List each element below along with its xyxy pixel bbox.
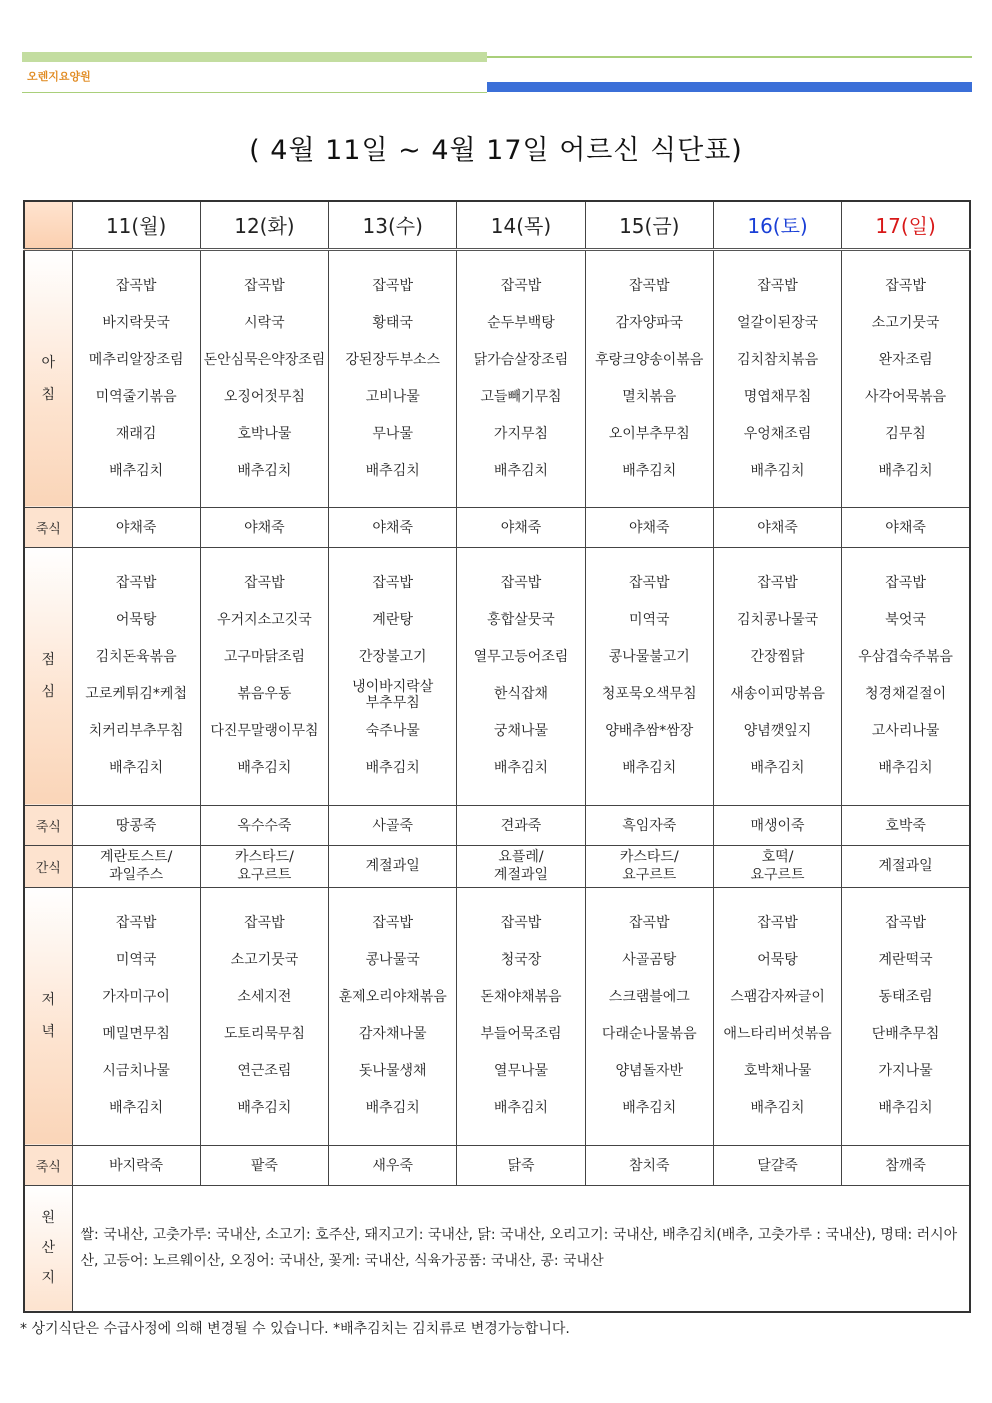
page-title: ( 4월 11일 ~ 4월 17일 어르신 식단표) <box>249 135 743 166</box>
menu-item: 다진무말랭이무침 <box>210 723 319 739</box>
snack-line: 카스타드/ <box>235 849 294 865</box>
porridge-cell: 바지락죽 <box>72 1145 200 1185</box>
lunch-row <box>24 547 970 805</box>
menu-item: 김무침 <box>885 425 926 442</box>
breakfast-cell <box>713 249 841 507</box>
header-green-line <box>487 56 972 58</box>
dinner-cell <box>200 887 328 1145</box>
menu-item: 사골곰탕 <box>622 952 677 968</box>
menu-item: 고사리나물 <box>871 723 940 739</box>
menu-item: 사각어묵볶음 <box>865 388 947 405</box>
lunch-label: 점 심 <box>24 547 72 805</box>
menu-item: 배추김치 <box>622 1100 677 1116</box>
porridge-cell: 야채죽 <box>72 507 200 547</box>
snack-line: 카스타드/ <box>619 849 679 865</box>
porridge-cell: 새우죽 <box>329 1145 457 1185</box>
menu-item: 배추김치 <box>237 462 292 479</box>
menu-item: 궁채나물 <box>493 723 549 739</box>
menu-item: 고들빼기무침 <box>480 388 562 405</box>
menu-item: 잡곡밥 <box>500 575 542 591</box>
porridge-cell: 호박죽 <box>842 805 970 845</box>
snack-line: 계절과일 <box>365 858 420 874</box>
dinner-cell <box>457 887 585 1145</box>
menu-item: 배추김치 <box>109 760 164 776</box>
snack-line: 요플레/ <box>498 849 544 865</box>
snack-cell <box>585 845 713 887</box>
menu-item: 호박나물 <box>237 425 292 442</box>
menu-item: 우삼겹숙주볶음 <box>858 649 953 665</box>
day-sat: 16(토) <box>713 201 841 249</box>
menu-item: 치커리부추무침 <box>88 723 184 739</box>
menu-item: 배추김치 <box>237 1100 292 1116</box>
menu-item: 간장불고기 <box>358 649 427 665</box>
porridge-label: 죽식 <box>24 1145 72 1185</box>
menu-item: 얼갈이된장국 <box>736 314 819 331</box>
porridge-cell: 사골죽 <box>329 805 457 845</box>
menu-item-line: 부추무침 <box>365 694 420 711</box>
dinner-cell <box>72 887 200 1145</box>
menu-item: 배추김치 <box>878 1100 933 1116</box>
menu-item: 양념깻잎지 <box>743 723 812 739</box>
menu-item: 열무고등어조림 <box>473 649 569 665</box>
menu-item: 우거지소고깃국 <box>217 612 312 628</box>
menu-item: 가지나물 <box>878 1063 933 1079</box>
menu-item: 호박채나물 <box>743 1063 812 1079</box>
porridge-cell: 닭죽 <box>457 1145 585 1185</box>
menu-item: 고구마닭조림 <box>223 649 305 665</box>
menu-item: 잡곡밥 <box>244 915 285 931</box>
menu-item: 잡곡밥 <box>372 575 413 591</box>
menu-item: 배추김치 <box>109 1100 164 1116</box>
menu-item: 후랑크양송이볶음 <box>595 351 704 368</box>
menu-item: 단배추무침 <box>871 1026 940 1042</box>
menu-item: 어묵탕 <box>115 612 157 628</box>
header-blue-bar <box>487 82 972 92</box>
menu-item: 부들어묵조림 <box>480 1026 562 1042</box>
porridge-cell: 야채죽 <box>713 507 841 547</box>
menu-item: 도토리묵무침 <box>223 1026 305 1042</box>
menu-item-line: 냉이바지락살 <box>352 678 434 695</box>
menu-item: 잡곡밥 <box>244 575 285 591</box>
menu-item: 양념돌자반 <box>615 1063 684 1079</box>
breakfast-porridge-row <box>24 507 970 547</box>
menu-item: 새송이피망볶음 <box>730 686 825 702</box>
menu-item: 홍합살뭇국 <box>487 612 555 628</box>
menu-item: 고비나물 <box>365 388 420 405</box>
menu-item: 잡곡밥 <box>115 575 157 591</box>
menu-item: 배추김치 <box>365 760 420 776</box>
dinner-porridge-row <box>24 1145 970 1185</box>
menu-item: 잡곡밥 <box>115 277 157 294</box>
menu-item: 가지무침 <box>493 425 549 442</box>
snack-line: 계절과일 <box>878 858 933 874</box>
snack-line: 호떡/ <box>761 849 794 865</box>
snack-line: 계란토스트/ <box>99 849 173 865</box>
porridge-cell: 매생이죽 <box>713 805 841 845</box>
menu-item: 배추김치 <box>878 760 933 776</box>
menu-item: 완자조림 <box>878 351 933 368</box>
menu-item: 콩나물불고기 <box>608 649 690 665</box>
menu-item: 한식잡채 <box>493 686 549 702</box>
day-thu: 14(목) <box>457 201 585 249</box>
menu-item: 김치참치볶음 <box>736 351 819 368</box>
menu-item: 청포묵오색무침 <box>601 686 697 702</box>
day-mon: 11(월) <box>72 201 200 249</box>
porridge-cell: 견과죽 <box>457 805 585 845</box>
porridge-cell: 옥수수죽 <box>200 805 328 845</box>
menu-item: 잡곡밥 <box>885 915 926 931</box>
menu-item: 잡곡밥 <box>628 575 670 591</box>
menu-item: 훈제오리야채볶음 <box>338 989 447 1005</box>
snack-cell <box>713 845 841 887</box>
menu-item: 다래순나물볶음 <box>601 1026 697 1042</box>
brand-logo-text: 오렌지요양원 <box>27 70 91 83</box>
menu-item: 잡곡밥 <box>372 915 413 931</box>
menu-item: 배추김치 <box>622 462 677 479</box>
lunch-cell <box>200 547 328 805</box>
menu-item: 고로케튀김*케첩 <box>85 686 187 702</box>
breakfast-cell <box>457 249 585 507</box>
porridge-label: 죽식 <box>24 805 72 845</box>
day-wed: 13(수) <box>329 201 457 249</box>
snack-cell <box>329 845 457 887</box>
lunch-cell <box>329 547 457 805</box>
menu-item: 닭가슴살장조림 <box>473 351 569 368</box>
lunch-cell <box>72 547 200 805</box>
menu-item: 잡곡밥 <box>628 277 670 294</box>
menu-item: 배추김치 <box>109 462 164 479</box>
menu-item: 청경채겉절이 <box>865 686 947 702</box>
porridge-cell: 참깨죽 <box>842 1145 970 1185</box>
porridge-cell: 흑임자죽 <box>585 805 713 845</box>
lunch-cell <box>457 547 585 805</box>
menu-item: 메추리알장조림 <box>88 351 184 368</box>
menu-item: 우엉채조림 <box>743 425 812 442</box>
menu-item <box>329 676 456 713</box>
breakfast-cell <box>329 249 457 507</box>
breakfast-cell <box>585 249 713 507</box>
menu-item: 배추김치 <box>750 1100 805 1116</box>
menu-item: 김치돈육볶음 <box>95 649 177 665</box>
snack-cell <box>200 845 328 887</box>
porridge-cell: 참치죽 <box>585 1145 713 1185</box>
menu-item: 오징어젓무침 <box>223 388 305 405</box>
header-green-underline <box>22 92 487 93</box>
menu-item: 배추김치 <box>493 462 549 479</box>
snack-cell <box>842 845 970 887</box>
menu-item: 미역국 <box>115 952 157 968</box>
menu-item: 어묵탕 <box>757 952 798 968</box>
porridge-cell: 야채죽 <box>842 507 970 547</box>
menu-item: 돈안심묵은약장조림 <box>203 351 326 368</box>
menu-item: 소고기뭇국 <box>871 314 940 331</box>
menu-item: 북엇국 <box>885 612 926 628</box>
menu-item: 황태국 <box>372 314 413 331</box>
menu-item: 멸치볶음 <box>622 388 677 405</box>
day-fri: 15(금) <box>585 201 713 249</box>
snack-line: 과일주스 <box>109 867 164 883</box>
menu-item: 양배추쌈*쌈장 <box>605 723 694 739</box>
menu-item: 잡곡밥 <box>500 915 542 931</box>
menu-item: 소고기뭇국 <box>230 952 299 968</box>
day-sun: 17(일) <box>842 201 970 249</box>
menu-item: 가자미구이 <box>102 989 170 1005</box>
porridge-cell: 야채죽 <box>585 507 713 547</box>
menu-item: 볶음우동 <box>237 686 292 702</box>
porridge-cell: 땅콩죽 <box>72 805 200 845</box>
snack-row <box>24 845 970 887</box>
porridge-cell: 야채죽 <box>200 507 328 547</box>
menu-item: 돗나물생채 <box>358 1063 427 1079</box>
menu-item: 숙주나물 <box>365 723 420 739</box>
menu-item: 미역줄기볶음 <box>95 388 177 405</box>
menu-item: 배추김치 <box>750 462 805 479</box>
menu-item: 계란떡국 <box>878 952 933 968</box>
menu-item: 열무나물 <box>493 1063 549 1079</box>
header-green-bar <box>22 52 487 62</box>
snack-cell <box>457 845 585 887</box>
menu-item: 잡곡밥 <box>757 575 798 591</box>
porridge-label: 죽식 <box>24 507 72 547</box>
breakfast-label: 아 침 <box>24 249 72 507</box>
menu-item: 애느타리버섯볶음 <box>723 1026 832 1042</box>
menu-item: 무나물 <box>372 425 413 442</box>
lunch-cell <box>713 547 841 805</box>
menu-item: 간장찜닭 <box>750 649 805 665</box>
breakfast-cell <box>200 249 328 507</box>
dinner-row <box>24 887 970 1145</box>
snack-line: 요구르트 <box>237 867 292 883</box>
menu-item: 감자양파국 <box>615 314 684 331</box>
menu-item: 잡곡밥 <box>500 277 542 294</box>
porridge-cell: 야채죽 <box>329 507 457 547</box>
meal-table <box>23 200 971 1313</box>
breakfast-cell <box>72 249 200 507</box>
menu-item: 미역국 <box>628 612 670 628</box>
day-header-row <box>24 201 970 249</box>
menu-item: 시락국 <box>244 314 285 331</box>
menu-item: 계란탕 <box>372 612 413 628</box>
dinner-cell <box>585 887 713 1145</box>
porridge-cell: 달걀죽 <box>713 1145 841 1185</box>
porridge-cell: 야채죽 <box>457 507 585 547</box>
menu-item: 동태조림 <box>878 989 933 1005</box>
origin-row <box>24 1185 970 1312</box>
menu-item: 잡곡밥 <box>115 915 157 931</box>
dinner-cell <box>329 887 457 1145</box>
dinner-cell <box>842 887 970 1145</box>
menu-item: 김치콩나물국 <box>736 612 819 628</box>
menu-item: 배추김치 <box>365 1100 420 1116</box>
menu-item: 잡곡밥 <box>244 277 285 294</box>
menu-item: 스팸감자짜글이 <box>730 989 825 1005</box>
menu-item: 콩나물국 <box>365 952 420 968</box>
lunch-porridge-row <box>24 805 970 845</box>
menu-item: 잡곡밥 <box>628 915 670 931</box>
menu-item: 배추김치 <box>622 760 677 776</box>
menu-item: 잡곡밥 <box>372 277 413 294</box>
menu-item: 배추김치 <box>365 462 420 479</box>
menu-item: 돈채야채볶음 <box>480 989 562 1005</box>
menu-item: 시금치나물 <box>102 1063 170 1079</box>
menu-item: 명엽채무침 <box>743 388 812 405</box>
menu-item: 재래김 <box>115 425 157 442</box>
breakfast-cell <box>842 249 970 507</box>
menu-item: 배추김치 <box>493 1100 549 1116</box>
menu-item: 바지락뭇국 <box>102 314 170 331</box>
menu-item: 감자채나물 <box>358 1026 427 1042</box>
origin-label: 원 산 지 <box>24 1185 72 1312</box>
menu-item: 배추김치 <box>493 760 549 776</box>
footnote: * 상기식단은 수급사정에 의해 변경될 수 있습니다. *배추김치는 김치류로 변경가능합니다. <box>20 1321 570 1337</box>
menu-item: 연근조림 <box>237 1063 292 1079</box>
menu-item: 배추김치 <box>237 760 292 776</box>
snack-label: 간식 <box>24 845 72 887</box>
origin-text: 쌀: 국내산, 고춧가루: 국내산, 소고기: 호주산, 돼지고기: 국내산, 닭: 국내산, 오리고기: 국내산, 배추김치(배추, 고춧가루 : 국내산), 명태: 러시아산, 고등어: 노르웨이산, 오징어: 국내산, 꽃게: 국내산, 식육가공품: 국내산, 콩: 국내산 <box>72 1185 970 1312</box>
menu-item: 잡곡밥 <box>885 575 926 591</box>
porridge-cell: 팥죽 <box>200 1145 328 1185</box>
menu-item: 소세지전 <box>237 989 292 1005</box>
snack-cell <box>72 845 200 887</box>
breakfast-row <box>24 249 970 507</box>
snack-line: 계절과일 <box>493 867 549 883</box>
menu-item: 배추김치 <box>878 462 933 479</box>
dinner-label: 저 녁 <box>24 887 72 1145</box>
menu-item: 스크램블에그 <box>608 989 690 1005</box>
menu-item: 잡곡밥 <box>885 277 926 294</box>
menu-item: 잡곡밥 <box>757 915 798 931</box>
day-tue: 12(화) <box>200 201 328 249</box>
dinner-cell <box>713 887 841 1145</box>
menu-item: 청국장 <box>500 952 542 968</box>
menu-item: 순두부백탕 <box>487 314 555 331</box>
menu-item: 강된장두부소스 <box>345 351 441 368</box>
snack-line: 요구르트 <box>750 867 805 883</box>
menu-item: 메밀면무침 <box>102 1026 170 1042</box>
snack-line: 요구르트 <box>622 867 677 883</box>
menu-item: 잡곡밥 <box>757 277 798 294</box>
lunch-cell <box>842 547 970 805</box>
menu-item: 오이부추무침 <box>608 425 690 442</box>
menu-item: 배추김치 <box>750 760 805 776</box>
lunch-cell <box>585 547 713 805</box>
corner-cell <box>24 201 72 249</box>
